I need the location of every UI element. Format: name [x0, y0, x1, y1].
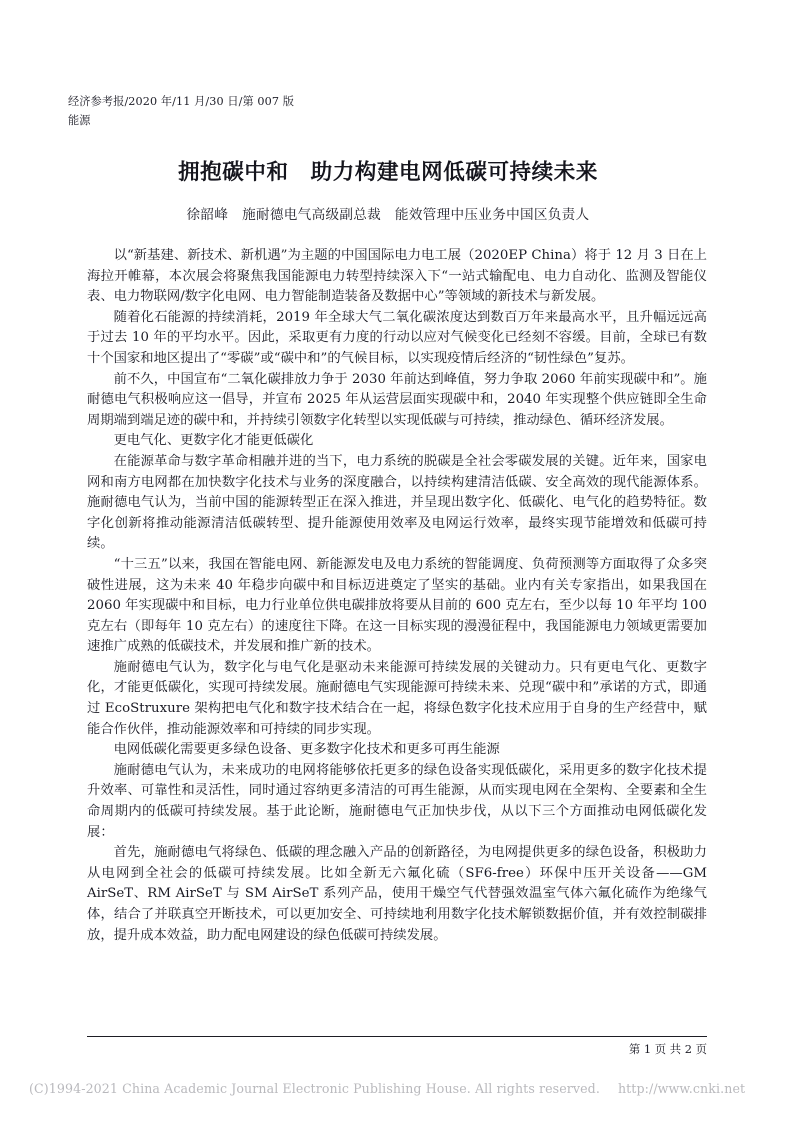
article-paragraph: 随着化石能源的持续消耗，2019 年全球大气二氧化碳浓度达到数百万年来最高水平，且升幅远远高于过去 10 年的平均水平。因此，采取更有力度的行动以应对气候变化已经刻不容缓。目前，全球已有数十个国家和地区提出了“零碳”或“碳中和”的气候目标，以实现疫情后经济的“韧性绿色”复苏。	[87, 309, 707, 366]
article-paragraph: 首先，施耐德电气将绿色、低碳的理念融入产品的创新路径，为电网提供更多的绿色设备，积极助力从电网到全社会的低碳可持续发展。比如全新无六氟化硫（SF6-free）环保中压开关设备——GM AirSeT、RM AirSeT 与 SM AirSeT 系列产品，使用干燥空气代替强效温室气体六氟化硫作为绝缘气体，结合了并联真空开断技术，可以更加安全、可持续地利用数字化技术解锁数据价值，并有效控制碳排放，提升成本效益，助力配电网建设的绿色低碳可持续发展。	[87, 845, 707, 943]
article-paragraph: 施耐德电气认为，未来成功的电网将能够依托更多的绿色设备实现低碳化，采用更多的数字化技术提升效率、可靠性和灵活性，同时通过容纳更多清洁的可再生能源，从而实现电网在全架构、全要素和全生命周期内的低碳可持续发展。基于此论断，施耐德电气正加快步伐，从以下三个方面推动电网低碳化发展：	[87, 762, 707, 840]
page-number: 第 1 页 共 2 页	[628, 1042, 707, 1056]
cnki-watermark-strip	[0, 1078, 793, 1108]
article-body	[87, 246, 707, 946]
article-paragraph: 在能源革命与数字革命相融并进的当下，电力系统的脱碳是全社会零碳发展的关键。近年来，国家电网和南方电网都在加快数字化技术与业务的深度融合，以持续构建清洁低碳、安全高效的现代能源体系。施耐德电气认为，当前中国的能源转型正在深入推进，并呈现出数字化、低碳化、电气化的趋势特征。数字化创新将推动能源清洁低碳转型、提升能源使用效率及电网运行效率，最终实现节能增效和低碳可持续。	[87, 453, 707, 552]
cnki-copyright-text: (C)1994-2021 China Academic Journal Electronic Publishing House. All rights reserved.	[29, 1081, 600, 1096]
article-paragraph: 以“新基建、新技术、新机遇”为主题的中国国际电力电工展（2020EP China）将于 12 月 3 日在上海拉开帷幕，本次展会将聚焦我国能源电力转型持续深入下“一站式输配电、电力自动化、监测及智能仪表、电力物联网/数字化电网、电力智能制造装备及数据中心”等领域的新技术与新发展。	[87, 248, 707, 305]
cnki-url-text: http://www.cnki.net	[617, 1081, 746, 1096]
article-subheading: 更电气化、更数字化才能更低碳化	[113, 433, 314, 449]
article-paragraph: “十三五”以来，我国在智能电网、新能源发电及电力系统的智能调度、负荷预测等方面取得了众多突破性进展，这为未来 40 年稳步向碳中和目标迈进奠定了坚实的基础。业内有关专家指出，如果我国在 2060 年实现碳中和目标，电力行业单位供电碳排放将要从目前的 600 克左右，至少以每 10 年平均 100 克左右（即每年 10 克左右）的速度往下降。在这一目标实现的漫漫征程中，我国能源电力领域更需要加速推广成熟的低碳技术，并发展和推广新的技术。	[87, 556, 707, 655]
masthead-section: 能源	[68, 114, 91, 127]
article-paragraph: 施耐德电气认为，数字化与电气化是驱动未来能源可持续发展的关键动力。只有更电气化、更数字化，才能更低碳化，实现可持续发展。施耐德电气实现能源可持续未来、兑现“碳中和”承诺的方式，即通过 EcoStruxure 架构把电气化和数字技术结合在一起，将绿色数字化技术应用于自身的生产经营中，赋能合作伙伴，推动能源效率和可持续的同步实现。	[87, 659, 707, 737]
masthead	[68, 92, 708, 130]
footer-divider	[87, 1036, 707, 1037]
cnki-watermark	[29, 1080, 745, 1098]
article-title: 拥抱碳中和 助力构建电网低碳可持续未来	[178, 160, 598, 185]
masthead-source-line: 经济参考报/2020 年/11 月/30 日/第 007 版	[68, 95, 295, 108]
title-block	[68, 158, 708, 226]
article-byline: 徐韶峰 施耐德电气高级副总裁 能效管理中压业务中国区负责人	[186, 207, 590, 223]
article-subheading: 电网低碳化需要更多绿色设备、更多数字化技术和更多可再生能源	[113, 742, 500, 758]
article-paragraph: 前不久，中国宣布“二氧化碳排放力争于 2030 年前达到峰值，努力争取 2060 年前实现碳中和”。施耐德电气积极响应这一倡导，并宣布 2025 年从运营层面实现碳中和，2040 年实现整个供应链即全生命周期端到端足迹的碳中和，并持续引领数字化转型以实现低碳与可持续，推动绿色、循环经济发展。	[87, 371, 707, 428]
